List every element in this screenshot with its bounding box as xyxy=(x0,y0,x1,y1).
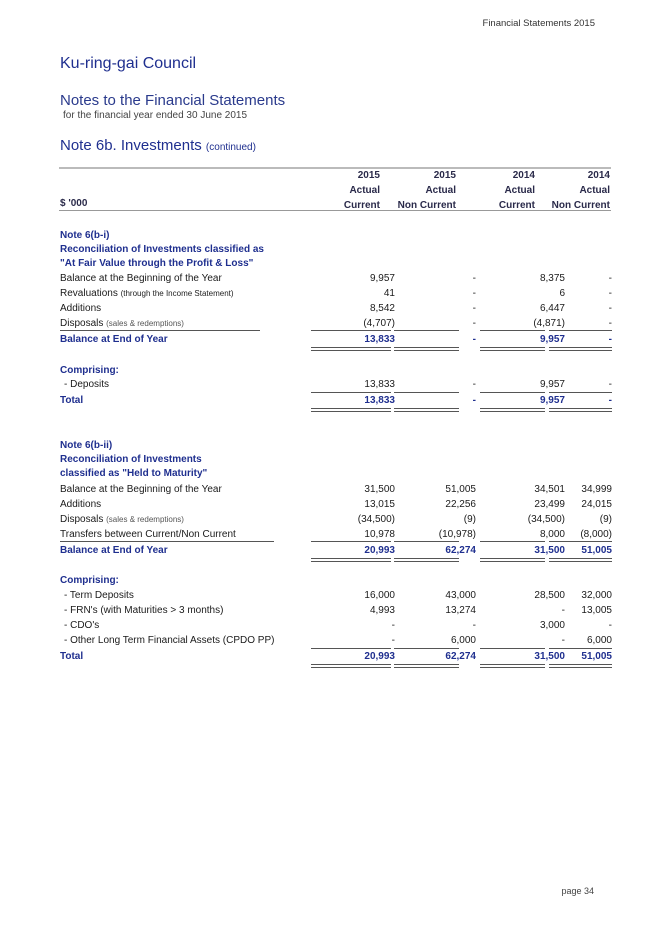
note-continued: (continued) xyxy=(205,142,256,153)
cell: 6 xyxy=(559,288,565,299)
double-underline xyxy=(394,664,459,668)
double-underline xyxy=(480,408,545,412)
comprising-text: Comprising: xyxy=(60,365,119,376)
cell: - xyxy=(608,334,612,345)
section-heading xyxy=(60,466,612,481)
unit-label: $ '000 xyxy=(60,198,88,209)
section-heading xyxy=(60,228,612,243)
council-name: Ku-ring-gai Council xyxy=(60,55,197,72)
cell: (4,707) xyxy=(363,318,395,329)
cell: 8,000 xyxy=(539,529,565,540)
cell: 31,500 xyxy=(534,651,565,662)
col-type: Actual xyxy=(349,185,380,196)
cell: 13,015 xyxy=(364,499,395,510)
table-row xyxy=(60,482,612,497)
col-type: Actual xyxy=(425,185,456,196)
cell: 9,957 xyxy=(369,273,395,284)
col-class: Non Current xyxy=(551,200,610,211)
cell: 13,833 xyxy=(364,395,395,406)
double-underline xyxy=(549,558,612,562)
col-year: 2015 xyxy=(433,170,456,181)
row-note: (through the Income Statement) xyxy=(120,289,234,298)
table-row xyxy=(60,271,612,286)
underline xyxy=(394,541,459,542)
col-2014-noncurrent xyxy=(530,168,610,213)
double-underline xyxy=(311,408,391,412)
cell: 23,499 xyxy=(534,499,565,510)
cell: 8,542 xyxy=(369,303,395,314)
col-class: Current xyxy=(343,200,380,211)
cell: - xyxy=(608,620,612,631)
cell: 9,957 xyxy=(539,334,565,345)
underline xyxy=(394,330,459,331)
comprising-label xyxy=(60,363,612,378)
double-underline xyxy=(549,664,612,668)
table-row xyxy=(60,301,612,316)
col-class: Non Current xyxy=(397,200,456,211)
cell: - xyxy=(472,395,476,406)
double-underline xyxy=(394,347,459,351)
row-label: Balance at End of Year xyxy=(60,545,168,556)
row-label: Additions xyxy=(60,303,102,314)
col-type: Actual xyxy=(504,185,535,196)
section-heading xyxy=(60,452,612,467)
cell: 62,274 xyxy=(445,651,476,662)
cell: 51,005 xyxy=(581,545,612,556)
row-label: Balance at End of Year xyxy=(60,334,168,345)
note-title xyxy=(60,137,256,154)
running-header: Financial Statements 2015 xyxy=(482,18,595,29)
table-row xyxy=(60,286,612,301)
double-underline xyxy=(311,558,391,562)
cell: 20,993 xyxy=(364,651,395,662)
section-id: Note 6(b-i) xyxy=(60,230,110,241)
total-row xyxy=(60,543,612,558)
cell: (4,871) xyxy=(533,318,565,329)
cell: - xyxy=(391,635,395,646)
cell: 10,978 xyxy=(364,529,395,540)
col-year: 2014 xyxy=(512,170,535,181)
double-underline xyxy=(311,664,391,668)
table-row xyxy=(60,497,612,512)
row-note: (sales & redemptions) xyxy=(106,515,184,524)
comprising-text: Comprising: xyxy=(60,575,119,586)
section-heading xyxy=(60,242,612,257)
cell: - xyxy=(472,318,476,329)
column-header-rule xyxy=(59,210,611,211)
cell: 6,000 xyxy=(586,635,612,646)
section-heading-line: classified as "Held to Maturity" xyxy=(60,468,208,479)
cell: 9,957 xyxy=(539,379,565,390)
cell: 13,274 xyxy=(445,605,476,616)
row-label: Disposals xyxy=(60,318,104,329)
table-row xyxy=(60,588,612,603)
underline xyxy=(480,330,545,331)
cell: (34,500) xyxy=(527,514,565,525)
cell: 20,993 xyxy=(364,545,395,556)
cell: 28,500 xyxy=(534,590,565,601)
cell: 24,015 xyxy=(581,499,612,510)
cell: (8,000) xyxy=(580,529,612,540)
col-class: Current xyxy=(498,200,535,211)
row-note: (sales & redemptions) xyxy=(106,319,184,328)
col-year: 2015 xyxy=(357,170,380,181)
row-label: - FRN's (with Maturities > 3 months) xyxy=(64,605,224,616)
page-number: page 34 xyxy=(561,886,594,896)
cell: 8,375 xyxy=(539,273,565,284)
cell: - xyxy=(608,303,612,314)
section-heading xyxy=(60,438,612,453)
cell: - xyxy=(561,605,565,616)
double-underline xyxy=(480,558,545,562)
underline xyxy=(549,330,612,331)
cell: 4,993 xyxy=(369,605,395,616)
cell: 13,833 xyxy=(364,334,395,345)
cell: - xyxy=(608,395,612,406)
note-title-text: Note 6b. Investments xyxy=(60,137,202,154)
double-underline xyxy=(549,408,612,412)
total-row xyxy=(60,332,612,347)
double-underline xyxy=(480,664,545,668)
double-underline xyxy=(311,347,391,351)
cell: - xyxy=(472,334,476,345)
row-label: - CDO's xyxy=(64,620,100,631)
cell: - xyxy=(608,318,612,329)
section-id: Note 6(b-ii) xyxy=(60,440,113,451)
col-year: 2014 xyxy=(587,170,610,181)
cell: 6,447 xyxy=(539,303,565,314)
cell: 16,000 xyxy=(364,590,395,601)
section-heading-line: Reconciliation of Investments classified as xyxy=(60,244,264,255)
double-underline xyxy=(394,558,459,562)
cell: 43,000 xyxy=(445,590,476,601)
double-underline xyxy=(549,347,612,351)
row-label: Total xyxy=(60,651,84,662)
underline xyxy=(480,541,545,542)
row-label: Total xyxy=(60,395,84,406)
table-row xyxy=(60,603,612,618)
cell: 9,957 xyxy=(539,395,565,406)
underline xyxy=(549,541,612,542)
row-label: Additions xyxy=(60,499,102,510)
cell: - xyxy=(472,379,476,390)
row-label: Balance at the Beginning of the Year xyxy=(60,273,222,284)
cell: - xyxy=(608,273,612,284)
cell: - xyxy=(608,288,612,299)
cell: (34,500) xyxy=(357,514,395,525)
cell: 13,833 xyxy=(364,379,395,390)
cell: 41 xyxy=(383,288,395,299)
cell: - xyxy=(472,288,476,299)
double-underline xyxy=(394,408,459,412)
row-label: - Other Long Term Financial Assets (CPDO PP) xyxy=(64,635,275,646)
cell: - xyxy=(391,620,395,631)
notes-subtitle: for the financial year ended 30 June 2015 xyxy=(63,110,248,121)
cell: 32,000 xyxy=(581,590,612,601)
underline xyxy=(60,330,260,331)
underline xyxy=(311,541,391,542)
cell: 34,999 xyxy=(581,484,612,495)
table-row xyxy=(60,633,612,648)
table-row xyxy=(60,377,612,392)
cell: 31,500 xyxy=(364,484,395,495)
table-row xyxy=(60,512,612,527)
table-row xyxy=(60,527,612,542)
total-row xyxy=(60,393,612,408)
cell: 6,000 xyxy=(450,635,476,646)
section-heading-line: Reconciliation of Investments xyxy=(60,454,202,465)
row-label: Revaluations xyxy=(60,288,118,299)
cell: - xyxy=(608,379,612,390)
cell: (10,978) xyxy=(438,529,476,540)
cell: (9) xyxy=(463,514,476,525)
cell: 3,000 xyxy=(539,620,565,631)
cell: 22,256 xyxy=(445,499,476,510)
cell: - xyxy=(472,303,476,314)
section-heading-line: "At Fair Value through the Profit & Loss" xyxy=(60,258,254,269)
cell: - xyxy=(472,620,476,631)
col-2015-noncurrent xyxy=(376,168,456,213)
row-label: Disposals xyxy=(60,514,104,525)
cell: - xyxy=(561,635,565,646)
section-heading xyxy=(60,256,612,271)
table-row xyxy=(60,316,612,331)
cell: 51,005 xyxy=(581,651,612,662)
col-2015-current xyxy=(300,168,380,213)
total-row xyxy=(60,649,612,664)
cell: 34,501 xyxy=(534,484,565,495)
cell: (9) xyxy=(599,514,612,525)
underline xyxy=(311,330,391,331)
double-underline xyxy=(480,347,545,351)
row-label: - Deposits xyxy=(64,379,110,390)
row-label: - Term Deposits xyxy=(64,590,134,601)
col-type: Actual xyxy=(579,185,610,196)
underline xyxy=(60,541,274,542)
comprising-label xyxy=(60,573,612,588)
row-label: Transfers between Current/Non Current xyxy=(60,529,236,540)
notes-title: Notes to the Financial Statements xyxy=(60,92,286,109)
cell: - xyxy=(472,273,476,284)
table-row xyxy=(60,618,612,633)
cell: 51,005 xyxy=(445,484,476,495)
cell: 13,005 xyxy=(581,605,612,616)
col-2014-current xyxy=(455,168,535,213)
cell: 62,274 xyxy=(445,545,476,556)
row-label: Balance at the Beginning of the Year xyxy=(60,484,222,495)
cell: 31,500 xyxy=(534,545,565,556)
